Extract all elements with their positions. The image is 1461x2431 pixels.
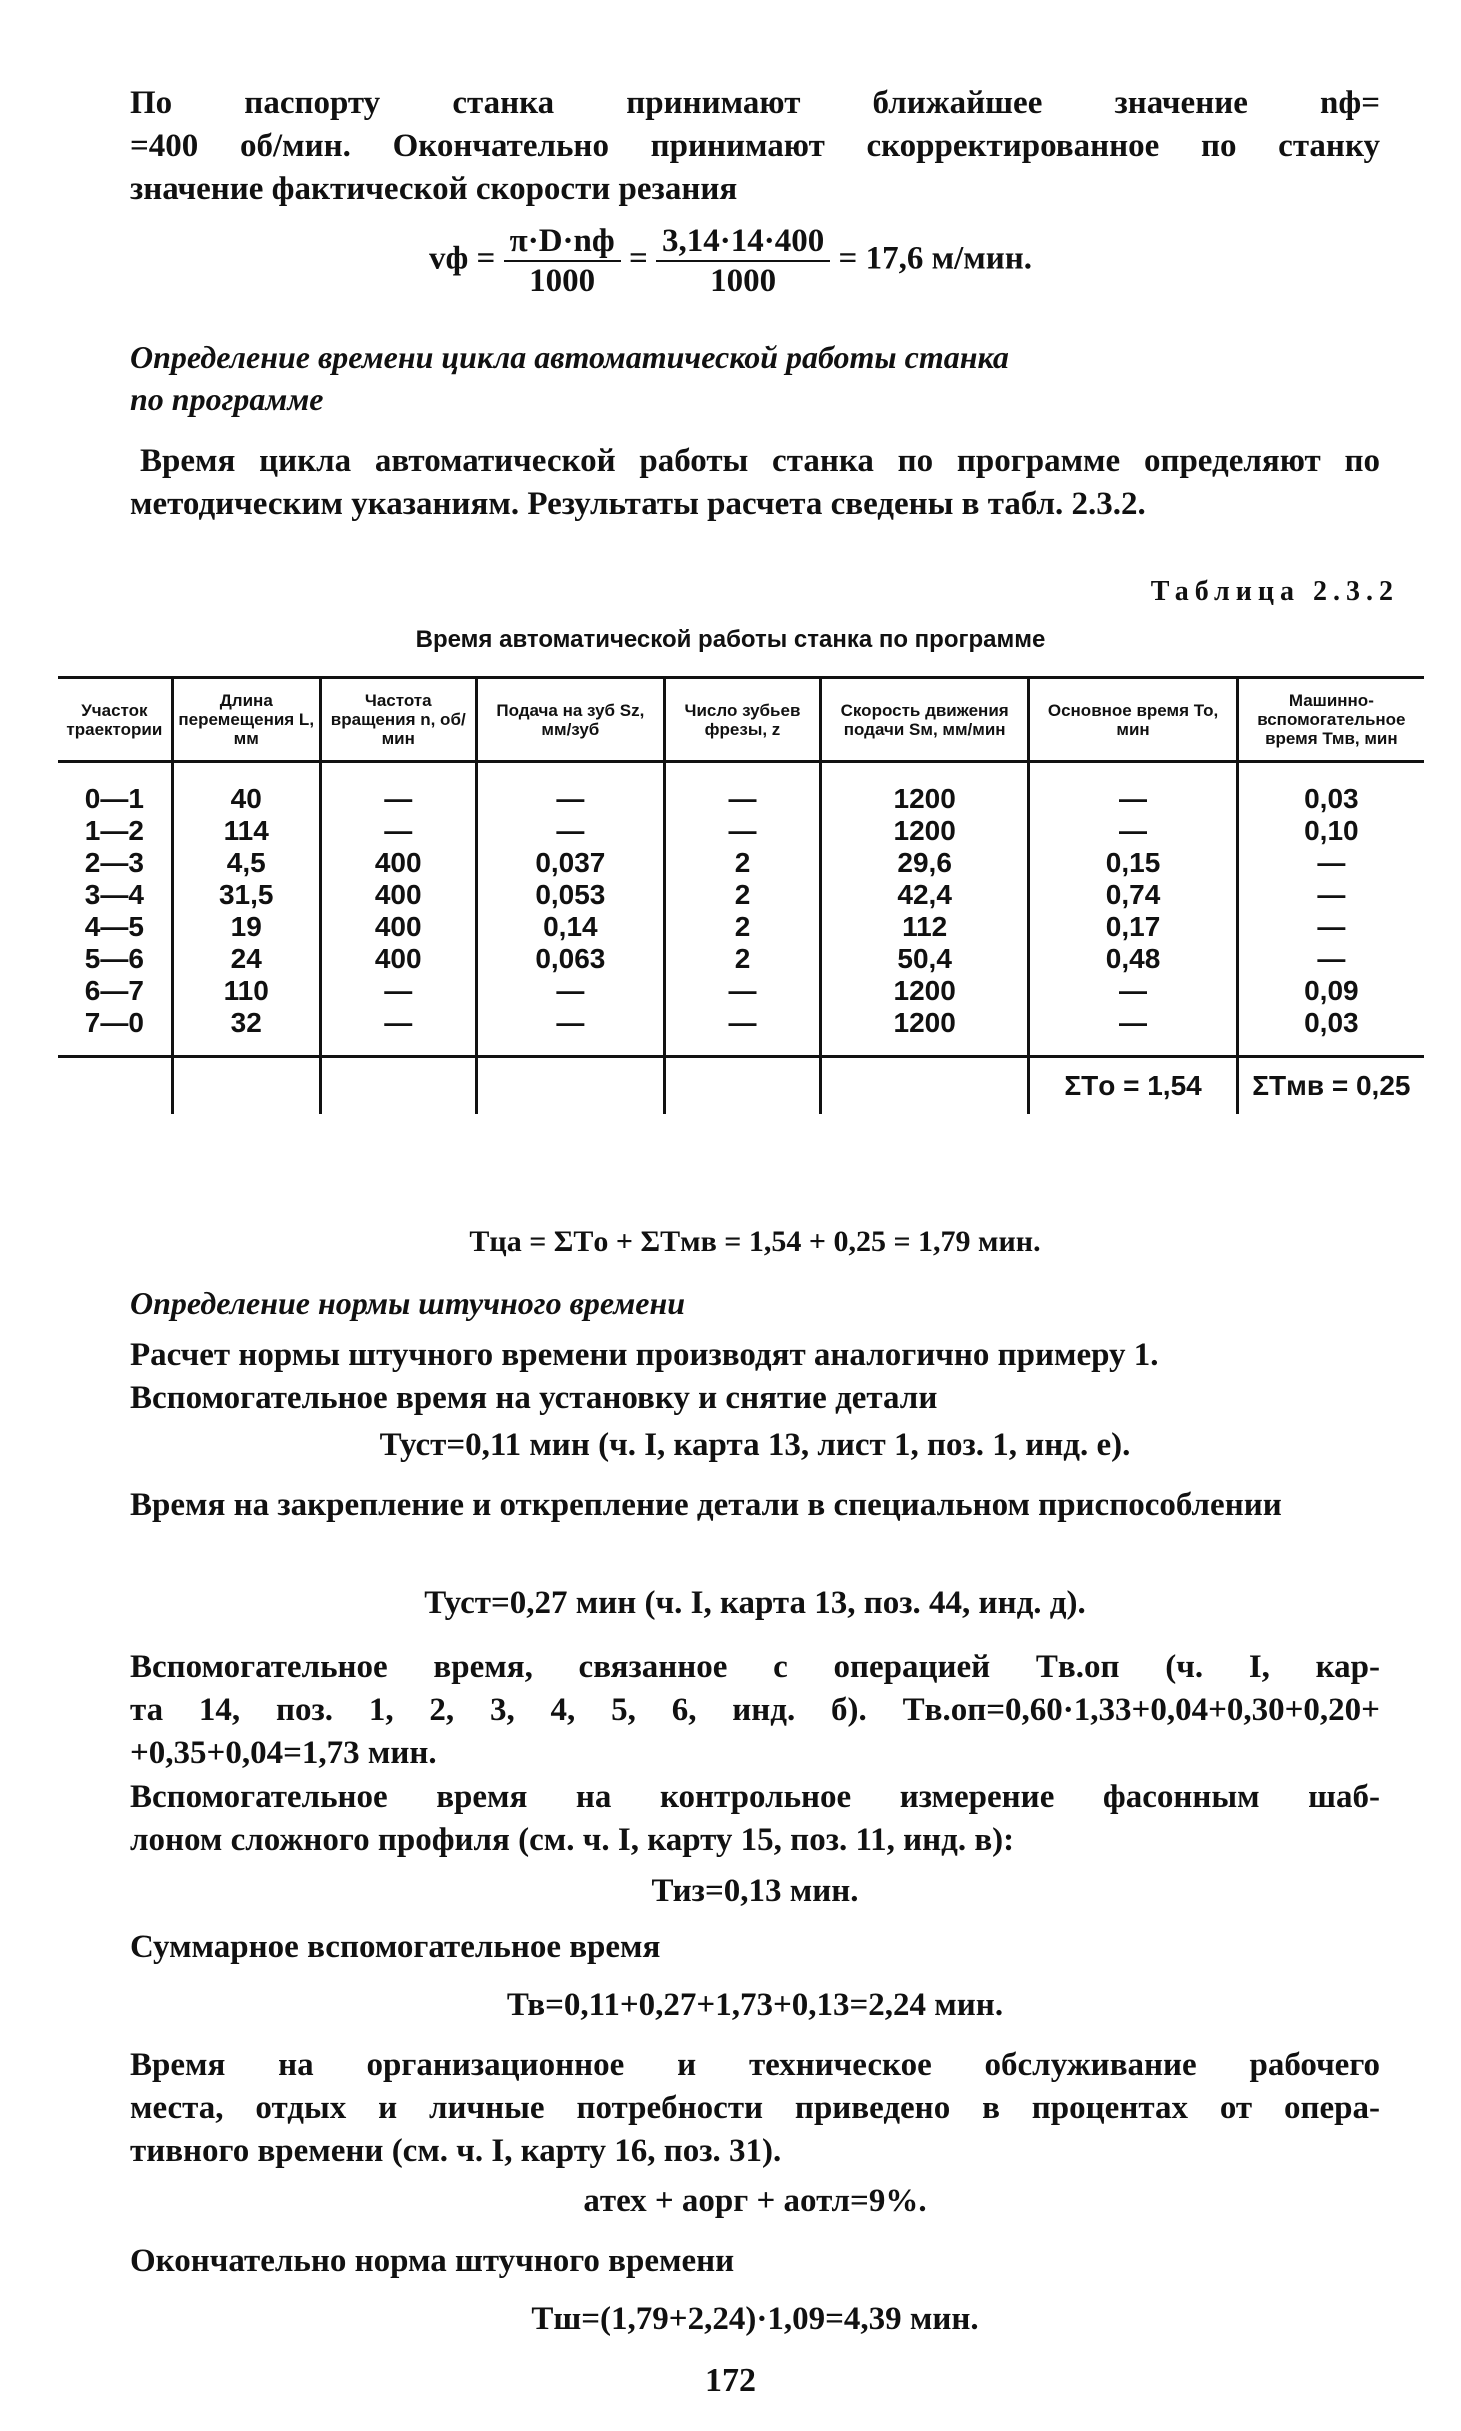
table-cell: 42,4 <box>820 879 1028 911</box>
paragraph-cycle-time: Время цикла автоматической работы станка по программе определяют по методическим указаниям. Результаты расчета сведены в табл. 2.3.2. <box>130 443 1380 522</box>
table-cell: — <box>1029 975 1237 1007</box>
table-row <box>58 911 1424 943</box>
table-cell: — <box>320 762 476 816</box>
table-cell: — <box>1029 1007 1237 1057</box>
table-cell: 7—0 <box>84 1007 144 1038</box>
table-cell: 1200 <box>820 1007 1028 1057</box>
table-cell: — <box>1237 911 1424 943</box>
table-cell: 5—6 <box>84 943 144 974</box>
formula-tiz: Тиз=0,13 мин. <box>651 1873 859 1909</box>
table-label: Таблица 2.3.2 <box>1150 576 1399 607</box>
table-cell: 40 <box>172 762 320 816</box>
table-row <box>58 762 1424 816</box>
table-cell: 0,48 <box>1029 943 1237 975</box>
table-cell: — <box>476 975 664 1007</box>
paragraph-final-norm: Окончательно норма штучного времени <box>130 2243 735 2279</box>
table-cell: 2 <box>664 911 820 943</box>
table-cell: 50,4 <box>820 943 1028 975</box>
table-cell: — <box>664 975 820 1007</box>
paragraph-piece-time: Расчет нормы штучного времени производят аналогично примеру 1. Вспомогательное время на установку и снятие детали <box>130 1337 1159 1416</box>
table-title: Время автоматической работы станка по программе <box>415 626 1046 653</box>
table-cell: — <box>1237 943 1424 975</box>
formula-tca: Tца = ΣTо + ΣTмв = 1,54 + 0,25 = 1,79 мин. <box>469 1225 1041 1258</box>
table-cell: — <box>320 975 476 1007</box>
col-header: Машинно-вспомогательное время Тмв, мин <box>1237 678 1424 762</box>
heading-piece-time: Определение нормы штучного времени <box>130 1285 685 1321</box>
table-cell: 29,6 <box>820 847 1028 879</box>
col-header: Основное время То, мин <box>1029 678 1237 762</box>
table-cell: — <box>476 762 664 816</box>
table-cell: 0,74 <box>1029 879 1237 911</box>
formula-tsh: Tш=(1,79+2,24)·1,09=4,39 мин. <box>531 2301 979 2337</box>
table-row <box>58 847 1424 879</box>
table-cell: — <box>1237 847 1424 879</box>
table-cell: 4—5 <box>84 911 144 942</box>
table-cell: 1200 <box>820 762 1028 816</box>
table-cell: 6—7 <box>84 975 144 1006</box>
formula-a: aтех + aорг + aотл=9%. <box>583 2183 927 2219</box>
table-cell: 0—1 <box>84 783 144 814</box>
formula-tv: Тв=0,11+0,27+1,73+0,13=2,24 мин. <box>506 1987 1004 2023</box>
sum-to: ΣTо = 1,54 <box>1029 1057 1237 1115</box>
table-cell: 31,5 <box>172 879 320 911</box>
table-cell: 0,14 <box>476 911 664 943</box>
table-cell: — <box>664 762 820 816</box>
table-header-row <box>58 678 1424 762</box>
table-cell: 400 <box>320 847 476 879</box>
table-cell: 3—4 <box>84 879 144 910</box>
table-row <box>58 1007 1424 1057</box>
table-cell: 2 <box>664 847 820 879</box>
formula-cutting-speed: vф = $\frac{\pi\cdot D\cdot nф}{1000}$ = $\frac{3,14\cdot 14\cdot 400}{1000}$ = 17,6 м/мин. <box>428 223 1033 299</box>
col-header: Скорость движения подачи Sм, мм/мин <box>820 678 1028 762</box>
table-cell: — <box>1237 879 1424 911</box>
formula-tust-1: Туст=0,11 мин (ч. I, карта 13, лист 1, поз. 1, инд. е). <box>379 1427 1131 1463</box>
table-cell: — <box>476 815 664 847</box>
table-cell: 24 <box>172 943 320 975</box>
heading-cycle-time: Определение времени цикла автоматической работы станка по программе <box>130 339 1009 417</box>
table-cell: 0,17 <box>1029 911 1237 943</box>
col-header: Число зубьев фрезы, z <box>664 678 820 762</box>
table-cell: 0,063 <box>476 943 664 975</box>
formula-lhs: vф = <box>428 240 496 277</box>
col-header: Длина перемещения L, мм <box>172 678 320 762</box>
paragraph-clamping: Время на закрепление и открепление детали в специальном приспособлении <box>130 1487 1282 1523</box>
fraction-1: $\frac{\pi\cdot D\cdot nф}{1000}$ <box>504 222 621 300</box>
table-cell: 0,09 <box>1237 975 1424 1007</box>
paragraph-passport: По паспорту станка принимают ближайшее значение nф= =400 об/мин. Окончательно принимают скорректированное по станку значение фактической скорости резания <box>130 85 1380 207</box>
table-row <box>58 943 1424 975</box>
table-cell: 1200 <box>820 975 1028 1007</box>
table-body <box>58 762 1424 1057</box>
sum-tmv: ΣTмв = 0,25 <box>1237 1057 1424 1115</box>
table-cell: 112 <box>820 911 1028 943</box>
table-cell: — <box>320 815 476 847</box>
program-time-table <box>58 676 1424 1114</box>
table-cell: — <box>1029 762 1237 816</box>
table-cell: — <box>1029 815 1237 847</box>
table-cell: — <box>664 815 820 847</box>
table-cell: 2 <box>664 879 820 911</box>
col-header: Участок траектории <box>58 678 172 762</box>
table-cell: 1200 <box>820 815 1028 847</box>
table-cell: 2—3 <box>84 847 144 878</box>
paragraph-operation-time: Вспомогательное время, связанное с операцией Tв.оп (ч. I, кар- та 14, поз. 1, 2, 3, 4, 5, 6, инд. б). Tв.оп=0,60·1,33+0,04+0,30+0,20+ +0,35+0,04=1,73 мин. <box>130 1649 1380 1771</box>
paragraph-measurement: Вспомогательное время на контрольное измерение фасонным шаб- лоном сложного профиля (см. ч. I, карту 15, поз. 11, инд. в): <box>130 1779 1380 1858</box>
table-cell: 110 <box>172 975 320 1007</box>
table-cell: 400 <box>320 943 476 975</box>
table-cell: 0,037 <box>476 847 664 879</box>
table-cell: — <box>476 1007 664 1057</box>
table-cell: 400 <box>320 879 476 911</box>
table-row <box>58 879 1424 911</box>
col-header: Подача на зуб Sz, мм/зуб <box>476 678 664 762</box>
table-cell: 19 <box>172 911 320 943</box>
table-cell: 400 <box>320 911 476 943</box>
col-header: Частота вращения n, об/мин <box>320 678 476 762</box>
table-cell: 2 <box>664 943 820 975</box>
paragraph-total-aux: Суммарное вспомогательное время <box>130 1929 661 1965</box>
table-row <box>58 815 1424 847</box>
table-row <box>58 975 1424 1007</box>
table-cell: 0,10 <box>1237 815 1424 847</box>
page-number: 172 <box>705 2362 756 2399</box>
table-sum-row <box>58 1057 1424 1115</box>
paragraph-service-time: Время на организационное и техническое обслуживание рабочего места, отдых и личные потребности приведено в процентах от опера- тивного времени (см. ч. I, карту 16, поз. 31). <box>130 2047 1380 2169</box>
table-cell: 0,03 <box>1237 1007 1424 1057</box>
table-cell: — <box>320 1007 476 1057</box>
table-cell: 114 <box>172 815 320 847</box>
table-cell: 4,5 <box>172 847 320 879</box>
table-cell: 32 <box>172 1007 320 1057</box>
table-cell: 0,053 <box>476 879 664 911</box>
fraction-2: $\frac{3,14\cdot 14\cdot 400}{1000}$ <box>656 222 830 300</box>
table-cell: 0,03 <box>1237 762 1424 816</box>
table-cell: — <box>664 1007 820 1057</box>
formula-tust-2: Туст=0,27 мин (ч. I, карта 13, поз. 44, инд. д). <box>424 1585 1086 1621</box>
table-cell: 0,15 <box>1029 847 1237 879</box>
table-cell: 1—2 <box>84 815 144 846</box>
